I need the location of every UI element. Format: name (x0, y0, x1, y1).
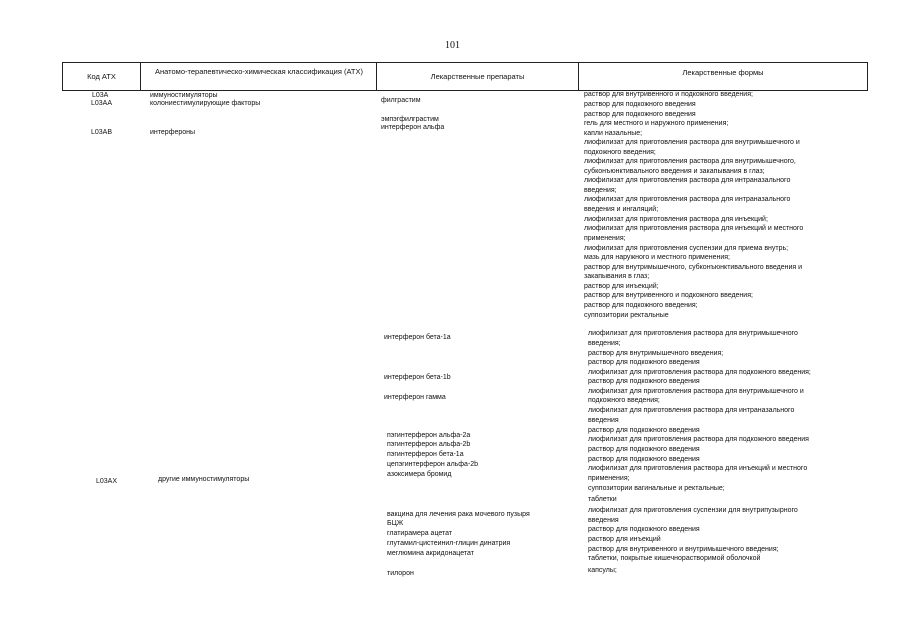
drug-cell: пэгинтерферон альфа-2b (387, 441, 471, 448)
form-line: применения; (588, 475, 630, 482)
header-top-border (62, 62, 868, 63)
drug-cell: вакцина для лечения рака мочевого пузыря (387, 511, 530, 518)
header-drugs: Лекарственные препараты (430, 72, 525, 81)
header-divider-1 (140, 62, 141, 91)
form-line: раствор для инъекций (588, 536, 661, 543)
form-line: введения (588, 517, 619, 524)
form-line: мазь для наружного и местного применения; (584, 254, 730, 261)
drug-cell: тилорон (387, 570, 414, 577)
form-line: лиофилизат для приготовления раствора для инъекций; (584, 216, 768, 223)
header-forms: Лекарственные формы (682, 68, 764, 77)
classification-cell: иммуностимуляторы (150, 92, 218, 99)
form-line: суппозитории ректальные (584, 312, 669, 319)
drug-cell: интерферон бета-1b (384, 374, 451, 381)
form-line: подкожного введения; (584, 149, 656, 156)
classification-cell: другие иммуностимуляторы (158, 476, 250, 483)
form-line: раствор для внутривенного и подкожного введения; (584, 91, 753, 98)
drug-cell: цепэгинтерферон альфа-2b (387, 461, 479, 468)
form-line: раствор для подкожного введения (584, 111, 696, 118)
form-line: капли назальные; (584, 130, 643, 137)
form-line: лиофилизат для приготовления раствора для подкожного введения; (588, 369, 811, 376)
form-line: лиофилизат для приготовления раствора для внутримышечного и (584, 139, 800, 146)
drug-cell: интерферон гамма (384, 394, 446, 401)
header-right-border (867, 62, 868, 91)
form-line: лиофилизат для приготовления раствора для внутримышечного, (584, 158, 796, 165)
classification-cell: колониестимулирующие факторы (150, 100, 261, 107)
form-line: введения; (588, 340, 621, 347)
form-line: таблетки (588, 496, 617, 503)
form-line: подкожного введения; (588, 397, 660, 404)
form-line: применения; (584, 235, 626, 242)
form-line: введения (588, 417, 619, 424)
form-line: лиофилизат для приготовления суспензии для внутрипузырного (588, 507, 798, 514)
form-line: лиофилизат для приготовления раствора для инъекций и местного (588, 465, 808, 472)
drug-cell: пэгинтерферон бета-1a (387, 451, 464, 458)
form-line: гель для местного и наружного применения; (584, 120, 729, 127)
form-line: лиофилизат для приготовления раствора для внутримышечного и (588, 388, 804, 395)
drug-cell: меглюмина акридонацетат (387, 550, 474, 557)
page-number: 101 (445, 40, 460, 51)
drug-cell: интерферон альфа (381, 124, 445, 131)
form-line: раствор для подкожного введения; (584, 302, 698, 309)
form-line: введения; (584, 187, 617, 194)
drug-cell: эмпэгфилграстим (381, 116, 439, 123)
form-line: введения и ингаляций; (584, 206, 659, 213)
form-line: раствор для подкожного введения (584, 101, 696, 108)
form-line: раствор для внутривенного и внутримышечного введения; (588, 546, 779, 553)
form-line: раствор для подкожного введения (588, 359, 700, 366)
drug-cell: филграстим (381, 97, 421, 104)
form-line: раствор для внутримышечного введения; (588, 350, 724, 357)
drug-cell: глатирамера ацетат (387, 530, 453, 537)
form-line: суппозитории вагинальные и ректальные; (588, 485, 725, 492)
drug-cell: азоксимера бромид (387, 471, 452, 478)
form-line: таблетки, покрытые кишечнорастворимой оболочкой (588, 555, 761, 562)
form-line: раствор для подкожного введения (588, 456, 700, 463)
code-cell: L03A (92, 92, 109, 99)
form-line: раствор для подкожного введения (588, 378, 700, 385)
form-line: раствор для подкожного введения (588, 427, 700, 434)
form-line: субконъюнктивального введения и закапывания в глаз; (584, 168, 765, 175)
drug-cell: глутамил-цистеинил-глицин динатрия (387, 540, 511, 547)
form-line: закапывания в глаз; (584, 273, 650, 280)
header-code: Код АТХ (87, 72, 116, 81)
code-cell: L03AB (91, 129, 113, 136)
code-cell: L03AX (96, 478, 118, 485)
code-cell: L03AA (91, 100, 113, 107)
form-line: лиофилизат для приготовления раствора для интраназального (584, 196, 791, 203)
form-line: лиофилизат для приготовления раствора для интраназального (584, 177, 791, 184)
header-classification: Анатомо-терапевтическо-химическая классификация (АТХ) (155, 67, 363, 76)
form-line: лиофилизат для приготовления раствора для интраназального (588, 407, 795, 414)
drug-cell: БЦЖ (387, 520, 404, 527)
form-line: капсулы; (588, 567, 617, 574)
form-line: лиофилизат для приготовления суспензии для приема внутрь; (584, 245, 789, 252)
form-line: лиофилизат для приготовления раствора для внутримышечного (588, 330, 798, 337)
form-line: раствор для инъекций; (584, 283, 659, 290)
classification-cell: интерфероны (150, 129, 196, 136)
form-line: лиофилизат для приготовления раствора для инъекций и местного (584, 225, 804, 232)
form-line: раствор для внутривенного и подкожного введения; (584, 292, 753, 299)
drug-cell: интерферон бета-1a (384, 334, 451, 341)
form-line: раствор для подкожного введения (588, 446, 700, 453)
form-line: раствор для внутримышечного, субконъюнктивального введения и (584, 264, 803, 271)
form-line: раствор для подкожного введения (588, 526, 700, 533)
drug-cell: пэгинтерферон альфа-2a (387, 432, 471, 439)
form-line: лиофилизат для приготовления раствора для подкожного введения (588, 436, 809, 443)
